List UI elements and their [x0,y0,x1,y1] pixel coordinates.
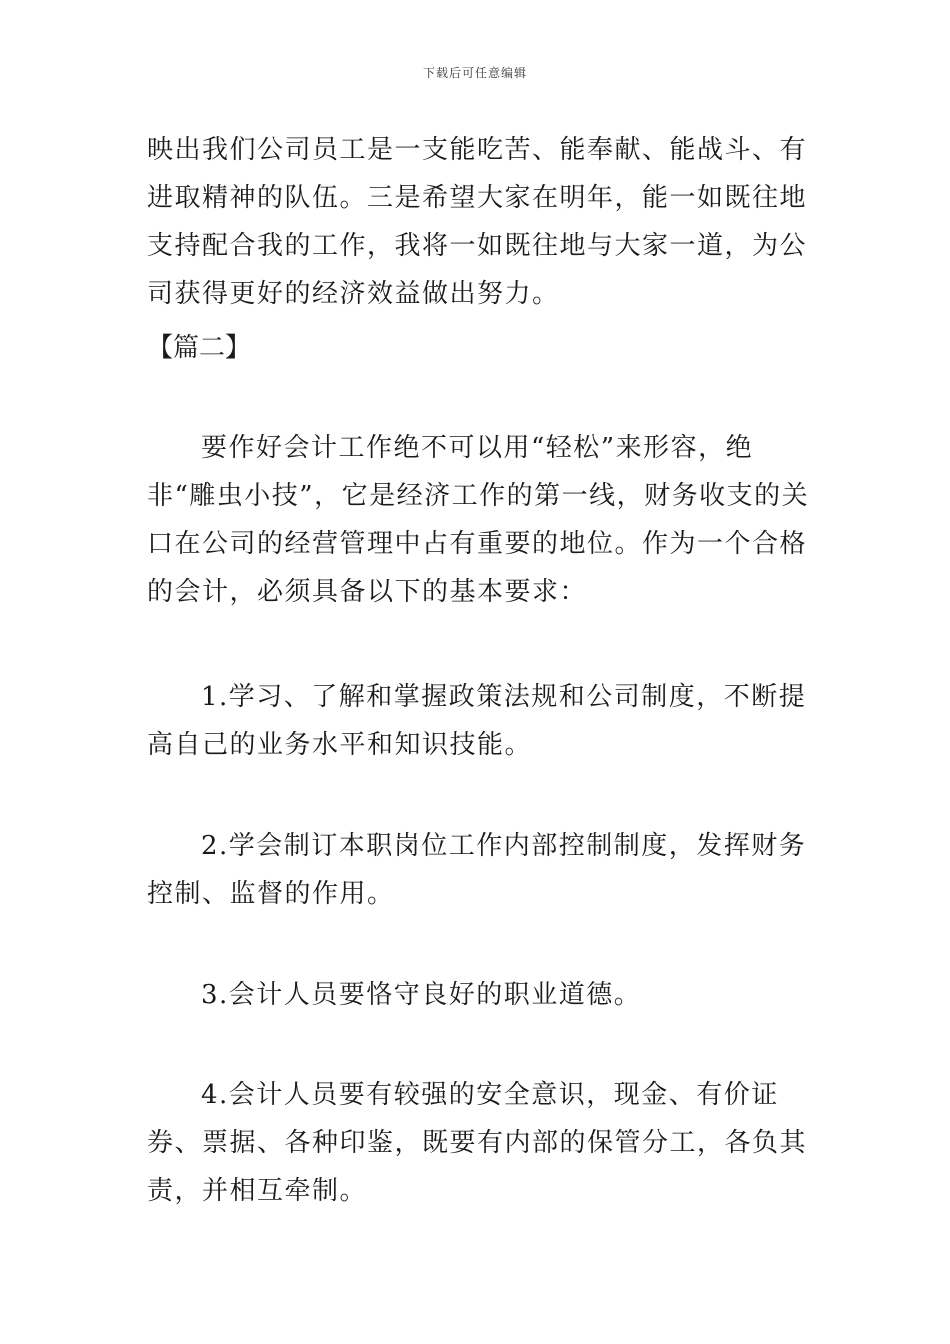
list-item-3: 3.会计人员要恪守良好的职业道德。 [201,980,642,1010]
intro-paragraph: 要作好会计工作绝不可以用“轻松”来形容，绝非“雕虫小技”，它是经济工作的第一线，财务收支的关口在公司的经营管理中占有重要的地位。作为一个合格的会计，必须具备以下的基本要求： [147,433,810,607]
list-item-1: 1.学习、了解和掌握政策法规和公司制度，不断提高自己的业务水平和知识技能。 [147,682,807,760]
section-heading: 【篇二】 [147,333,252,363]
continuation-paragraph: 映出我们公司员工是一支能吃苦、能奉献、能战斗、有进取精神的队伍。三是希望大家在明年，能一如既往地支持配合我的工作，我将一如既往地与大家一道，为公司获得更好的经济效益做出努力。 [147,135,808,309]
list-item-2: 2.学会制订本职岗位工作内部控制制度，发挥财务控制、监督的作用。 [147,831,807,909]
header-note: 下载后可任意编辑 [422,66,527,80]
list-item-4: 4.会计人员要有较强的安全意识，现金、有价证券、票据、各种印鉴，既要有内部的保管分工，各负其责，并相互牵制。 [147,1080,808,1206]
